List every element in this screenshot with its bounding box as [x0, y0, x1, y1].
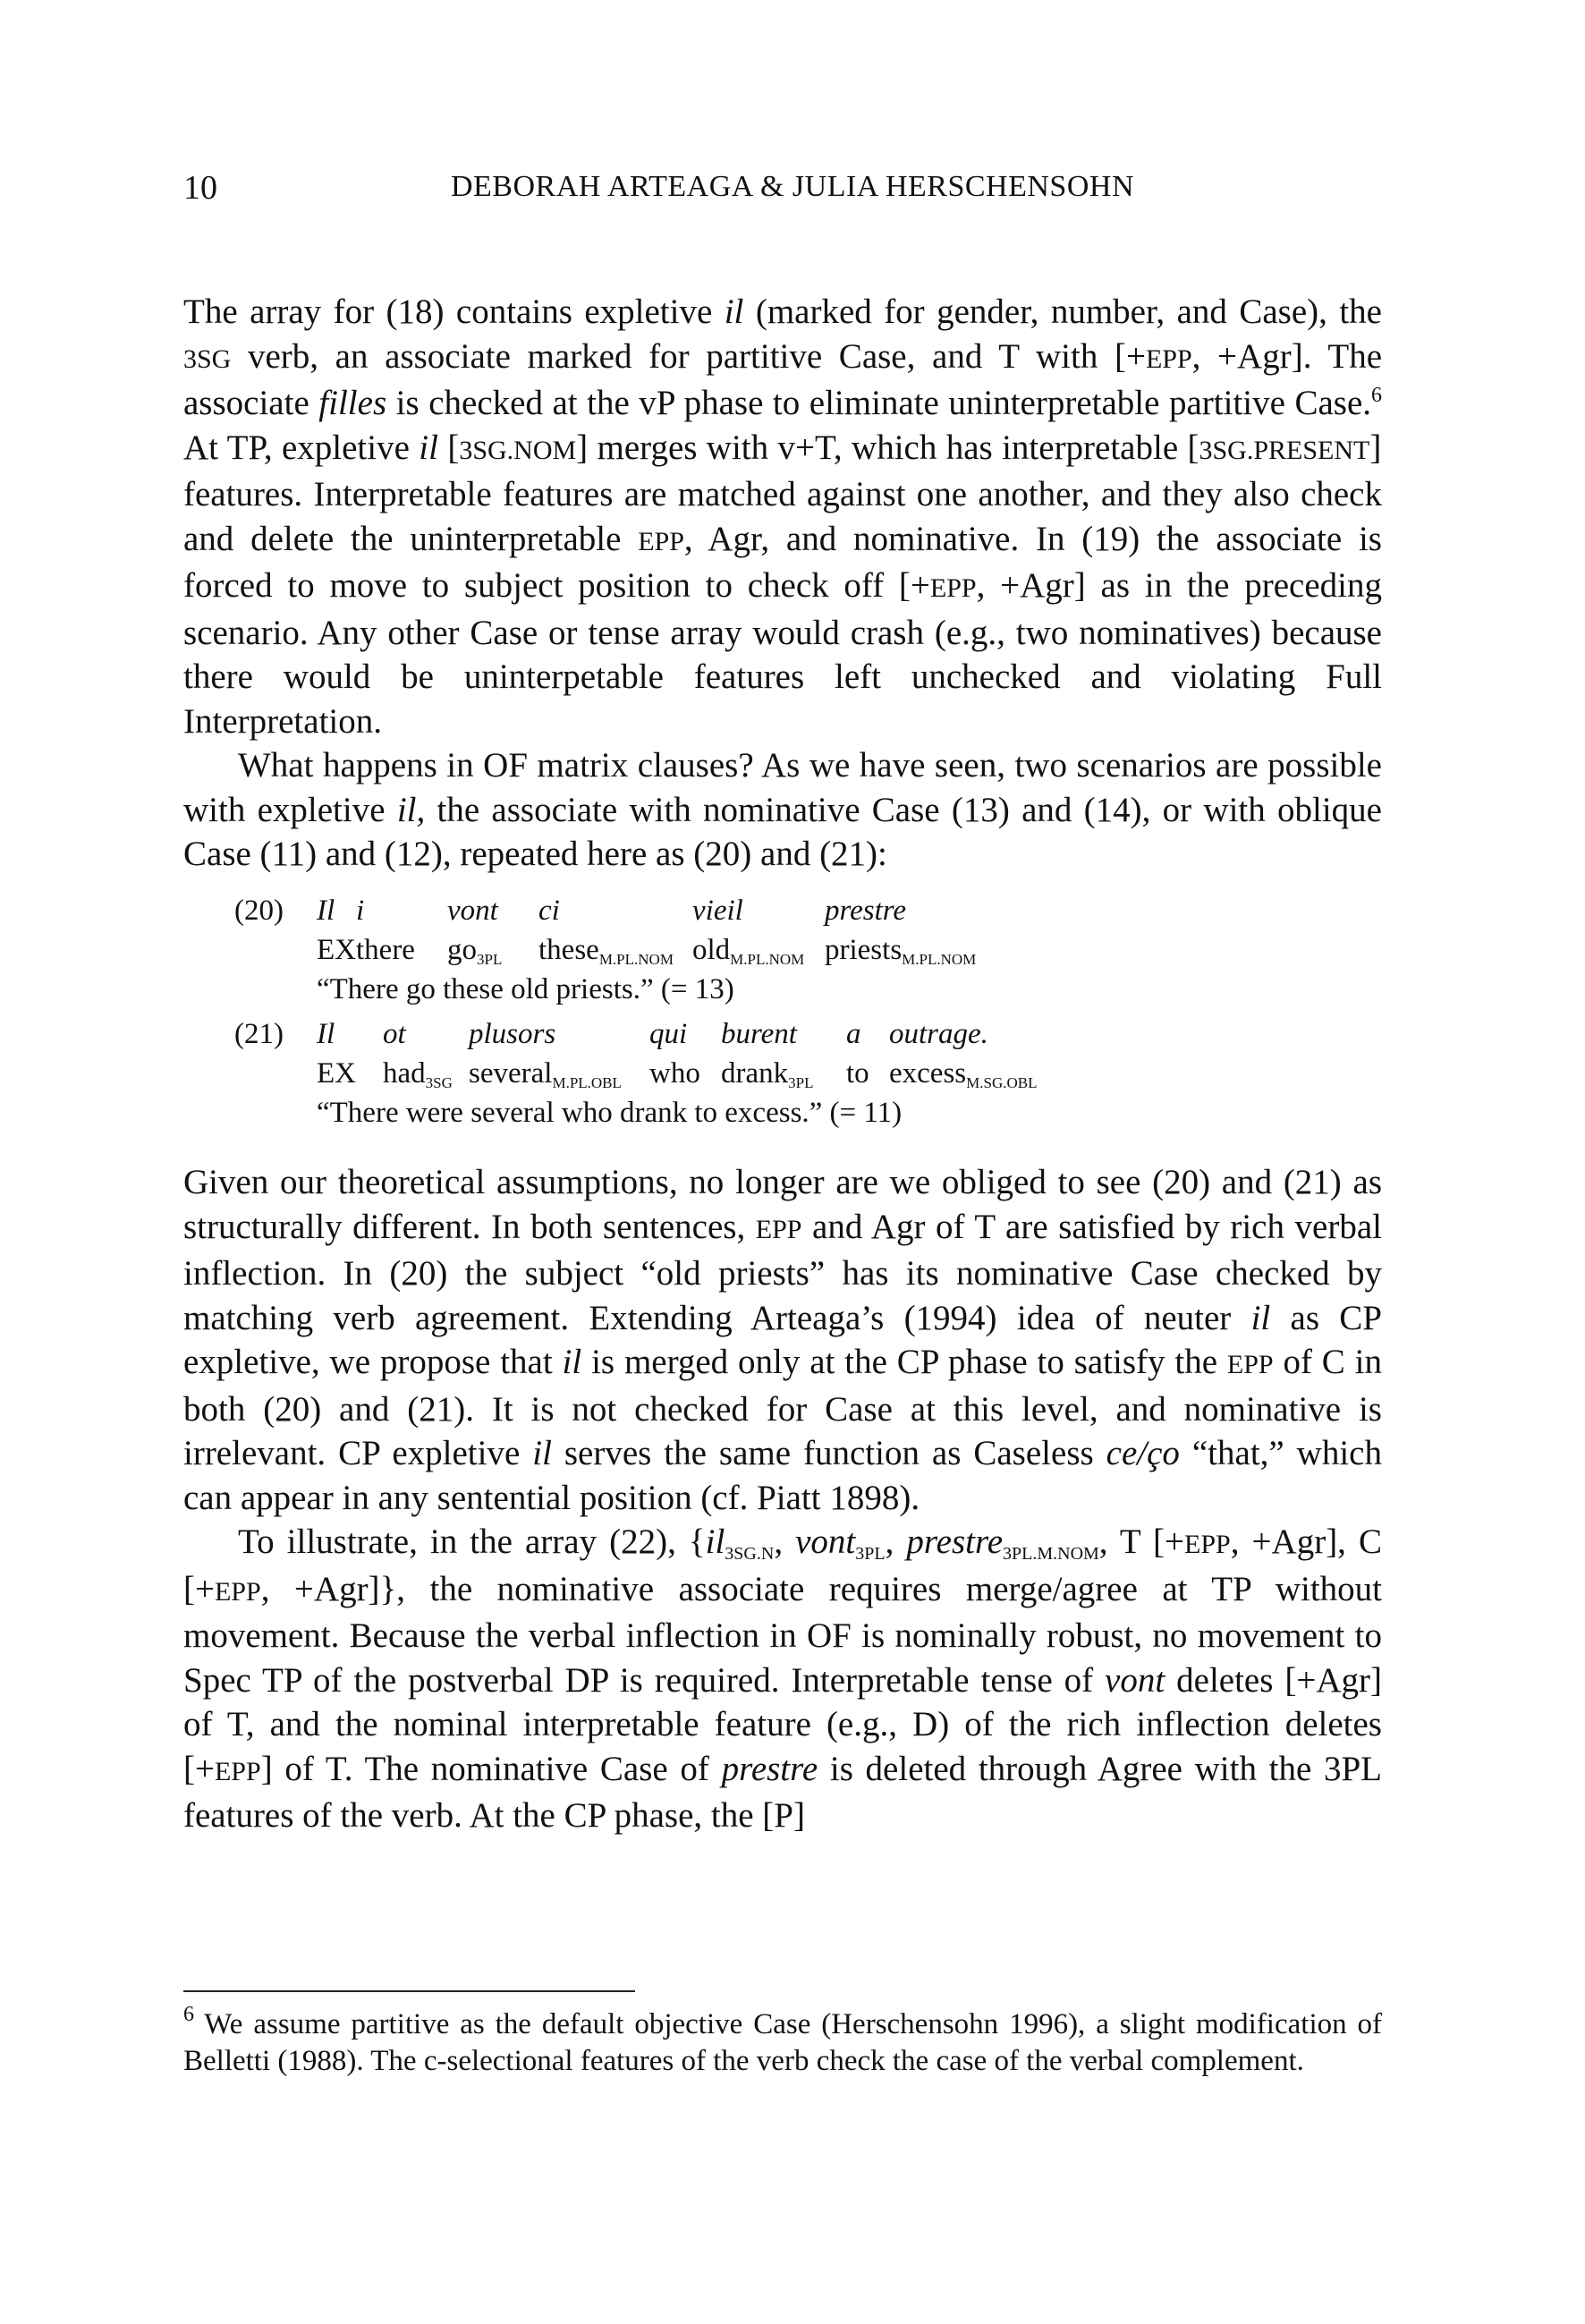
gloss-word: there: [356, 934, 415, 966]
text-run: ] features. Interpretable features are matched against one another, and they also check and delete the uninterpretable: [183, 428, 1382, 558]
footnote-marker: 6: [183, 2003, 194, 2026]
gloss-word: severalM.PL.OBL: [469, 1057, 622, 1091]
paragraph-2: [183, 743, 1382, 877]
text-run: the associate with nominative Case (13) and (14), or with oblique Case (11) and (12), repeated here as (20) and (21):: [183, 790, 1382, 873]
text-run: The array for (18) contains expletive: [183, 293, 725, 331]
small-caps-term: 3SG: [183, 344, 232, 374]
source-word: Il: [317, 1018, 335, 1050]
translation-line: “There go these old priests.” (= 13): [317, 973, 734, 1005]
source-word: qui: [649, 1018, 688, 1050]
italic-term: ce/ço: [1106, 1434, 1180, 1472]
source-word: prestre: [825, 895, 907, 927]
text-run: “that,” which can appear in any sentential position (cf. Piatt 1898).: [183, 1434, 1382, 1517]
example-number: (21): [234, 1018, 284, 1050]
small-caps-term: EPP: [214, 1756, 261, 1786]
source-word: a: [846, 1018, 861, 1050]
italic-term: vont: [795, 1522, 856, 1561]
small-caps-term: EPP: [638, 526, 684, 556]
example-21: [234, 1018, 1397, 1152]
source-word: i: [356, 895, 365, 927]
text-run: is checked at the vP phase to eliminate uninterpretable partitive Case.: [386, 384, 1372, 422]
source-word: ot: [383, 1018, 406, 1050]
text-run: , +Agr] as in the preceding scenario. Any other Case or tense array would crash (e.g., two nominatives) because there would be uninterpetable features left unchecked and violating Full Interpretation.: [183, 566, 1382, 741]
text-run: ,: [774, 1522, 796, 1561]
body-block-2: [183, 1160, 1382, 1838]
text-run: ] merges with v+T, which has interpretable [: [576, 428, 1199, 467]
translation-line: “There were several who drank to excess.” (= 11): [317, 1097, 903, 1129]
footnote-text: We assume partitive as the default objective Case (Herschensohn 1996), a slight modification of Belletti (1988). The c-selectional features of the verb check the case of the verbal complement.: [183, 2008, 1382, 2077]
italic-term: il: [419, 428, 438, 467]
footnote-ref[interactable]: 6: [1371, 384, 1383, 407]
small-caps-term: EPP: [755, 1214, 802, 1244]
feature-subscript: 3PL: [855, 1544, 886, 1564]
text-run: serves the same function as Caseless: [551, 1434, 1106, 1472]
paragraph-1: [183, 290, 1382, 743]
text-run: At TP, expletive: [183, 428, 420, 467]
gloss-word: priestsM.PL.NOM: [825, 934, 977, 968]
italic-term: filles: [318, 384, 387, 422]
text-run: is merged only at the CP phase to satisfy the: [581, 1343, 1227, 1381]
gloss-word: go3PL: [447, 934, 503, 968]
source-word: outrage.: [889, 1018, 988, 1050]
text-run: , +Agr]. The associate: [183, 336, 1383, 422]
gloss-word: had3SG: [383, 1057, 453, 1091]
small-caps-term: EPP: [1226, 1350, 1274, 1379]
gloss-word: EX: [317, 1057, 356, 1090]
text-run: verb, an associate marked for partitive Case, and T with [+: [231, 336, 1146, 376]
paragraph-3: [183, 1160, 1382, 1520]
small-caps-term: EPP: [1184, 1530, 1231, 1559]
gloss-word: EX: [317, 934, 356, 966]
text-run: What happens in OF matrix clauses? As we have seen, two scenarios are possible with expletive: [183, 746, 1382, 829]
source-word: vieil: [692, 895, 743, 927]
gloss-word: who: [649, 1057, 700, 1090]
small-caps-term: 3SG.NOM: [459, 435, 577, 465]
text-run: , Agr, and nominative. In (19) the associate is forced to move to subject position to check off [+: [183, 519, 1382, 605]
running-title: DEBORAH ARTEAGA & JULIA HERSCHENSOHN: [450, 170, 1134, 203]
text-run: is deleted through Agree with the 3PL features of the verb. At the CP phase, the [P]: [183, 1749, 1382, 1835]
text-run: , +Agr]}, the nominative associate requires merge/agree at TP without movement. Because the verbal inflection in OF is nominally robust, no movement to Spec TP of the postverbal DP is required. Interpretable tense of: [183, 1569, 1382, 1700]
footnote: [183, 2003, 1382, 2080]
small-caps-term: EPP: [214, 1576, 261, 1607]
text-run: Given our theoretical assumptions, no longer are we obliged to see (20) and (21) as structurally different. In both sentences,: [183, 1163, 1382, 1246]
interlinear-examples: [234, 895, 1397, 1152]
text-run: , T [+: [1098, 1522, 1185, 1561]
source-word: vont: [447, 895, 498, 927]
text-run: , +Agr], C [+: [183, 1522, 1382, 1608]
text-run: of C in both (20) and (21). It is not checked for Case at this level, and nominative is irrelevant. CP expletive: [183, 1343, 1382, 1472]
italic-term: il,: [396, 790, 426, 829]
text-run: as CP expletive, we propose that: [183, 1298, 1382, 1381]
small-caps-term: EPP: [929, 573, 977, 603]
gloss-word: excessM.SG.OBL: [889, 1057, 1038, 1091]
body-block-1: [183, 290, 1382, 877]
text-run: To illustrate, in the array (22), {: [238, 1522, 706, 1561]
text-run: ] of T. The nominative Case of: [260, 1749, 722, 1788]
source-word: Il: [317, 895, 335, 927]
source-word: plusors: [469, 1018, 556, 1050]
feature-subscript: 3SG.N: [725, 1544, 775, 1564]
example-number: (20): [234, 895, 284, 927]
example-20: [234, 895, 1397, 1029]
text-run: and Agr of T are satisfied by rich verbal inflection. In (20) the subject “old priests” has its nominative Case checked by matching verb agreement. Extending Arteaga’s (1994) idea of neuter: [183, 1207, 1382, 1337]
source-word: burent: [721, 1018, 797, 1050]
text-run: ,: [885, 1522, 907, 1561]
gloss-word: oldM.PL.NOM: [692, 934, 805, 968]
gloss-word: to: [846, 1057, 869, 1090]
text-run: (marked for gender, number, and Case), the: [743, 293, 1382, 331]
italic-term: il: [562, 1343, 582, 1381]
italic-term: il: [1250, 1298, 1271, 1337]
gloss-word: drank3PL: [721, 1057, 814, 1091]
italic-term: prestre: [721, 1749, 818, 1788]
small-caps-term: EPP: [1145, 344, 1192, 374]
text-run: [: [437, 428, 460, 467]
italic-term: il: [532, 1434, 552, 1472]
page-number: 10: [183, 169, 217, 207]
italic-term: il: [705, 1522, 725, 1561]
source-word: ci: [538, 895, 560, 927]
italic-term: vont: [1105, 1660, 1165, 1700]
footnote-divider: [183, 1990, 635, 1992]
gloss-word: theseM.PL.NOM: [538, 934, 674, 968]
italic-term: prestre: [906, 1522, 1003, 1561]
italic-term: il: [724, 293, 744, 331]
feature-subscript: 3PL.M.NOM: [1003, 1544, 1099, 1564]
text-run: deletes [+Agr] of T, and the nominal interpretable feature (e.g., D) of the rich inflection deletes [+: [183, 1660, 1382, 1788]
page-header: [183, 168, 1402, 211]
small-caps-term: 3SG.PRESENT: [1199, 435, 1370, 465]
paragraph-4: [183, 1520, 1382, 1838]
